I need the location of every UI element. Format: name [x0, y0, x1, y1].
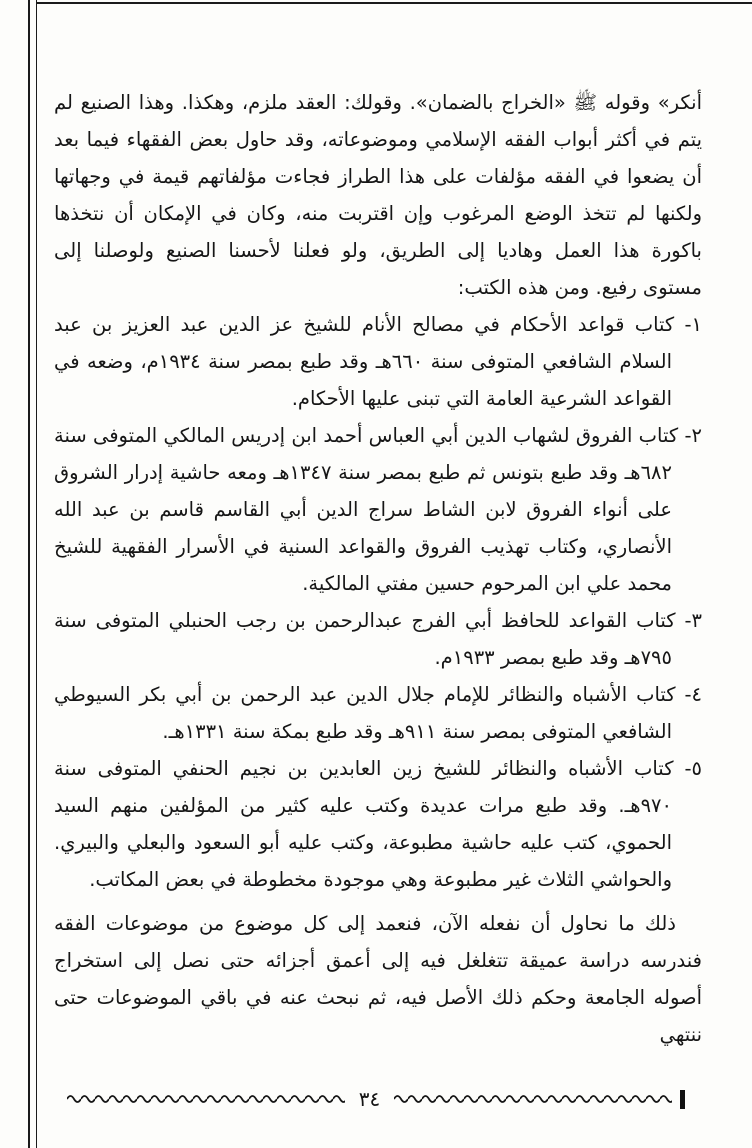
left-border-line-outer	[28, 0, 30, 1148]
item-number: ٣-	[684, 609, 702, 632]
footer-end-mark	[680, 1090, 685, 1109]
item-text: كتاب القواعد للحافظ أبي الفرج عبدالرحمن بن رجب الحنبلي المتوفى سنة ٧٩٥هـ وقد طبع بمصر ١٩٣٣م.	[54, 609, 676, 669]
book-list-item-4	[54, 676, 702, 750]
wave-ornament-right	[394, 1092, 672, 1106]
paragraph-continuation: أنكر» وقوله ﷺ «الخراج بالضمان». وقولك: العقد ملزم، وهكذا. وهذا الصنيع لم يتم في أكثر أبواب الفقه الإسلامي وموضوعاته، وقد حاول بعض الفقهاء فيما بعد أن يضعوا في الفقه مؤلفات على هذا الطراز فجاءت مؤلفاتهم قيمة في وجهاتها ولكنها لم تتخذ الوضع المرغوب وإن اقتربت منه، وكان في الإمكان أن نتخذها باكورة هذا العمل وهاديا إلى الطريق، ولو فعلنا لأحسنا الصنيع ولوصلنا إلى مستوى رفيع. ومن هذه الكتب:	[54, 91, 702, 299]
page-body-text	[54, 84, 702, 1053]
top-border-line	[36, 2, 752, 4]
left-border-line-inner	[36, 0, 37, 1148]
item-text: كتاب قواعد الأحكام في مصالح الأنام للشيخ عز الدين عبد العزيز بن عبد السلام الشافعي المتوفى سنة ٦٦٠هـ وقد طبع بمصر سنة ١٩٣٤م، وضعه في القواعد الشرعية العامة التي تبنى عليها الأحكام.	[54, 313, 675, 410]
wave-ornament-left	[67, 1092, 345, 1106]
item-number: ٥-	[684, 757, 702, 780]
paragraph-closing: ذلك ما نحاول أن نفعله الآن، فنعمد إلى كل موضوع من موضوعات الفقه فندرسه دراسة عميقة تتغلغل فيه إلى أعمق أجزائه حتى نصل إلى استخراج أصوله الجامعة وحكم ذلك الأصل فيه، ثم نبحث عنه في باقي الموضوعات حتى ننتهي	[54, 912, 702, 1046]
page-footer	[0, 1086, 752, 1112]
item-text: كتاب الفروق لشهاب الدين أبي العباس أحمد ابن إدريس المالكي المتوفى سنة ٦٨٢هـ وقد طبع بتونس ثم طبع بمصر سنة ١٣٤٧هـ ومعه حاشية إدرار الشروق على أنواء الفروق لابن الشاط سراج الدين أبي القاسم قاسم بن عبد الله الأنصاري، وكتاب تهذيب الفروق والقواعد السنية في الأسرار الفقهية للشيخ محمد علي ابن المرحوم حسين مفتي المالكية.	[54, 424, 679, 595]
item-text: كتاب الأشباه والنظائر للشيخ زين العابدين بن نجيم الحنفي المتوفى سنة ٩٧٠هـ. وقد طبع مرات عديدة وكتب عليه كثير من المؤلفين منهم السيد الحموي، كتب عليه حاشية مطبوعة، وكتب عليه أبو السعود والبعلي والبيري. والحواشي الثلاث غير مطبوعة وهي موجودة مخطوطة في بعض المكاتب.	[54, 757, 674, 891]
page-number: ٣٤	[358, 1087, 381, 1111]
item-number: ١-	[684, 313, 703, 336]
item-number: ٢-	[684, 424, 702, 447]
book-list-item-5	[54, 750, 702, 898]
book-list-item-3	[54, 602, 702, 676]
item-text: كتاب الأشباه والنظائر للإمام جلال الدين عبد الرحمن بن أبي بكر السيوطي الشافعي المتوفى بمصر سنة ٩١١هـ وقد طبع بمكة سنة ١٣٣١هـ.	[54, 683, 676, 743]
item-number: ٤-	[684, 683, 702, 706]
book-list-item-2	[54, 417, 702, 602]
book-list-item-1	[54, 306, 702, 417]
